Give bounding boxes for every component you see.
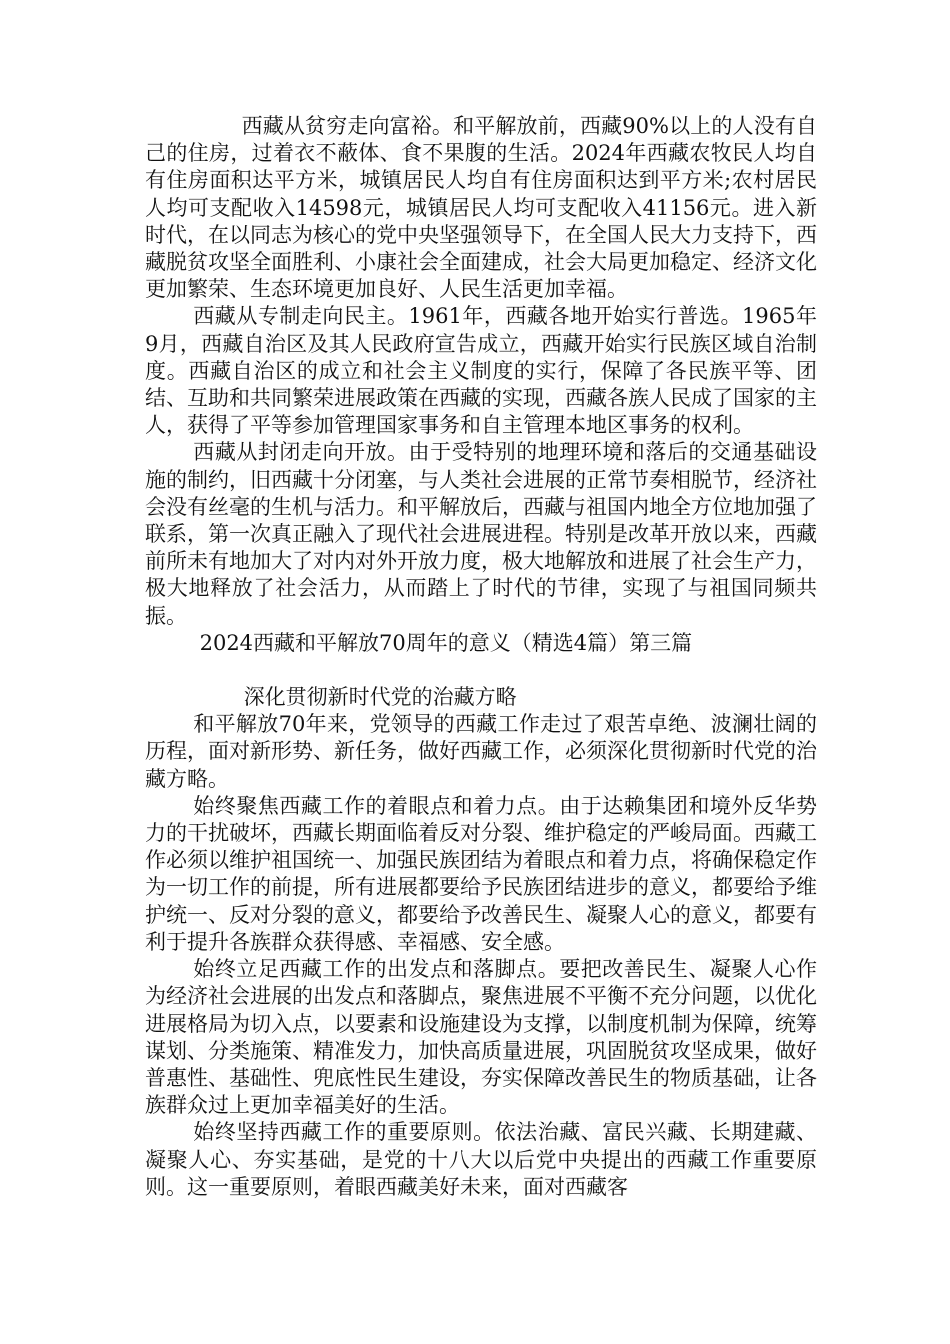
document-page [145,113,817,1201]
paragraph-autocracy-to-democracy: 西藏从专制走向民主。1961年，西藏各地开始实行普选。1965年9月，西藏自治区及其人民政府宣告成立，西藏开始实行民族区域自治制度。西藏自治区的成立和社会主义制度的实行，保障了各民族平等、团结、互助和共同繁荣进展政策在西藏的实现，西藏各族人民成了国家的主人，获得了平等参加管理国家事务和自主管理本地区事务的权利。 [145,304,817,438]
paragraph-focus-point: 始终聚焦西藏工作的着眼点和着力点。由于达赖集团和境外反华势力的干扰破坏，西藏长期面临着反对分裂、维护稳定的严峻局面。西藏工作必须以维护祖国统一、加强民族团结为着眼点和着力点，将确保稳定作为一切工作的前提，所有进展都要给予民族团结进步的意义，都要给予维护统一、反对分裂的意义，都要给予改善民生、凝聚人心的意义，都要有利于提升各族群众获得感、幸福感、安全感。 [145,793,817,954]
section-title: 2024西藏和平解放70周年的意义（精选4篇）第三篇 [199,630,693,655]
paragraph-principles: 始终坚持西藏工作的重要原则。依法治藏、富民兴藏、长期建藏、凝聚人心、夯实基础，是党的十八大以后党中央提出的西藏工作重要原则。这一重要原则，着眼西藏美好未来，面对西藏客 [145,1120,817,1199]
paragraph-intro: 和平解放70年来，党领导的西藏工作走过了艰苦卓绝、波澜壮阔的历程，面对新形势、新任务，做好西藏工作，必须深化贯彻新时代党的治藏方略。 [145,712,817,791]
paragraph-closed-to-open: 西藏从封闭走向开放。由于受特别的地理环境和落后的交通基础设施的制约，旧西藏十分闭塞，与人类社会进展的正常节奏相脱节，经济社会没有丝毫的生机与活力。和平解放后，西藏与祖国内地全方位地加强了联系，第一次真正融入了现代社会进展进程。特别是改革开放以来，西藏前所未有地加大了对内对外开放力度，极大地解放和进展了社会生产力，极大地释放了社会活力，从而踏上了时代的节律，实现了与祖国同频共振。 [145,440,817,628]
section-subtitle: 深化贯彻新时代党的治藏方略 [243,685,517,710]
paragraph-poverty-to-prosperity: 西藏从贫穷走向富裕。和平解放前，西藏90%以上的人没有自己的住房，过着衣不蔽体、食不果腹的生活。2024年西藏农牧民人均自有住房面积达平方米，城镇居民人均自有住房面积达到平方米;农村居民人均可支配收入14598元，城镇居民人均可支配收入41156元。进入新时代，在以同志为核心的党中央坚强领导下，在全国人民大力支持下，西藏脱贫攻坚全面胜利、小康社会全面建成，社会大局更加稳定、经济文化更加繁荣、生态环境更加良好、人民生活更加幸福。 [145,114,817,302]
paragraph-starting-point: 始终立足西藏工作的出发点和落脚点。要把改善民生、凝聚人心作为经济社会进展的出发点和落脚点，聚焦进展不平衡不充分问题，以优化进展格局为切入点，以要素和设施建设为支撑，以制度机制为保障，统筹谋划、分类施策、精准发力，加快高质量进展，巩固脱贫攻坚成果，做好普惠性、基础性、兜底性民生建设，夯实保障改善民生的物质基础，让各族群众过上更加幸福美好的生活。 [145,957,817,1118]
